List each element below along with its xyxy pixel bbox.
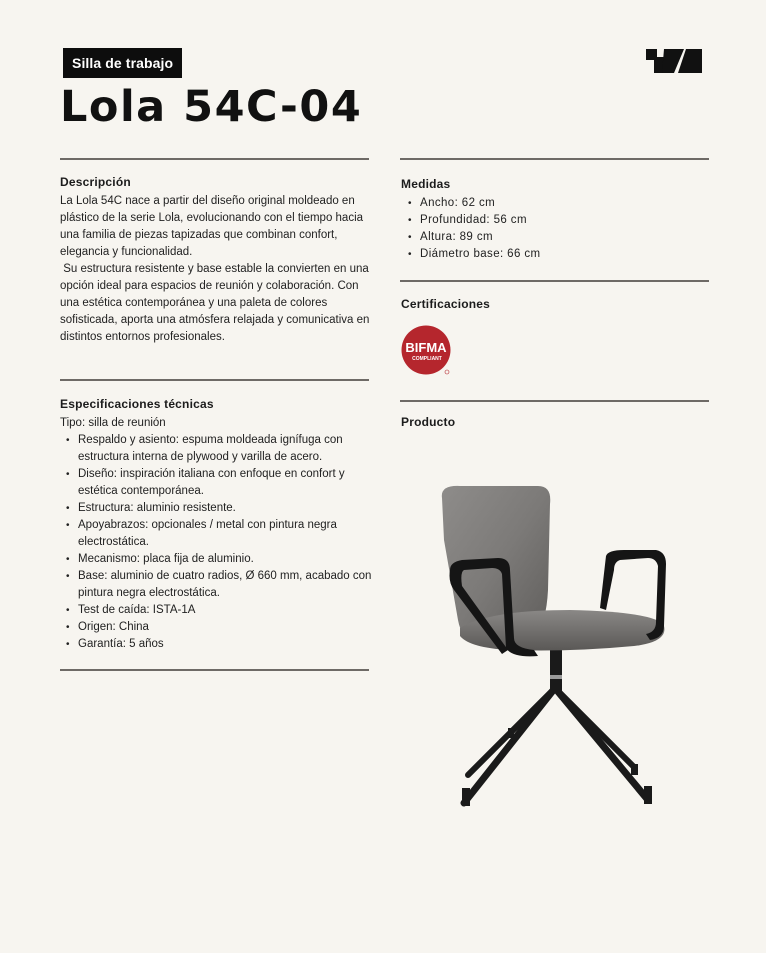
dimensions-list (402, 195, 702, 263)
description-paragraph-1: La Lola 54C nace a partir del diseño original moldeado en plástico de la serie Lola, evolucionando con el tiempo hacia una familia de piezas tapizadas que combinan confort, elegancia y funcionalidad. (60, 195, 364, 258)
divider (400, 158, 709, 160)
brand-logo (646, 49, 702, 73)
category-tag: Silla de trabajo (63, 48, 182, 78)
list-item: • Mecanismo: placa fija de aluminio. (60, 551, 372, 568)
divider (400, 400, 709, 402)
list-item: • Profundidad: 56 cm (402, 212, 702, 229)
divider (400, 280, 709, 282)
list-item: • Estructura: aluminio resistente. (60, 500, 372, 517)
list-item: • Test de caída: ISTA-1A (60, 602, 372, 619)
description-heading: Descripción (60, 175, 131, 189)
divider (60, 379, 369, 381)
badge-text: BIFMA (405, 340, 447, 355)
product-title: Lola 54C-04 (60, 82, 363, 132)
list-item: • Diseño: inspiración italiana con enfoque en confort y estética contemporánea. (60, 466, 372, 500)
certifications-heading: Certificaciones (401, 297, 491, 311)
specs-type: Tipo: silla de reunión (60, 417, 166, 429)
list-item: • Apoyabrazos: opcionales / metal con pintura negra electrostática. (60, 517, 372, 551)
badge-subtext: COMPLIANT (412, 356, 442, 362)
product-heading: Producto (401, 415, 456, 429)
list-item: • Altura: 89 cm (402, 229, 702, 246)
dimensions-heading: Medidas (401, 177, 451, 191)
bifma-badge-icon (401, 325, 453, 377)
list-item: • Diámetro base: 66 cm (402, 246, 702, 263)
list-item: • Origen: China (60, 619, 372, 636)
list-item: • Ancho: 62 cm (402, 195, 702, 212)
description-text (60, 193, 370, 346)
divider (60, 669, 369, 671)
divider (60, 158, 369, 160)
list-item: • Base: aluminio de cuatro radios, Ø 660 mm, acabado con pintura negra electrostática. (60, 568, 372, 602)
specs-heading: Especificaciones técnicas (60, 397, 214, 411)
chair-image (420, 470, 690, 830)
specs-list (60, 432, 372, 653)
list-item: • Garantía: 5 años (60, 636, 372, 653)
description-paragraph-2: Su estructura resistente y base estable la convierten en una opción ideal para espacios de reunión y colaboración. Con una estética contemporánea y una paleta de colores sofisticada, aporta una atmósfera relajada y comunicativa en distintos entornos profesionales. (60, 263, 370, 343)
list-item: • Respaldo y asiento: espuma moldeada ignífuga con estructura interna de plywood y varilla de acero. (60, 432, 372, 466)
